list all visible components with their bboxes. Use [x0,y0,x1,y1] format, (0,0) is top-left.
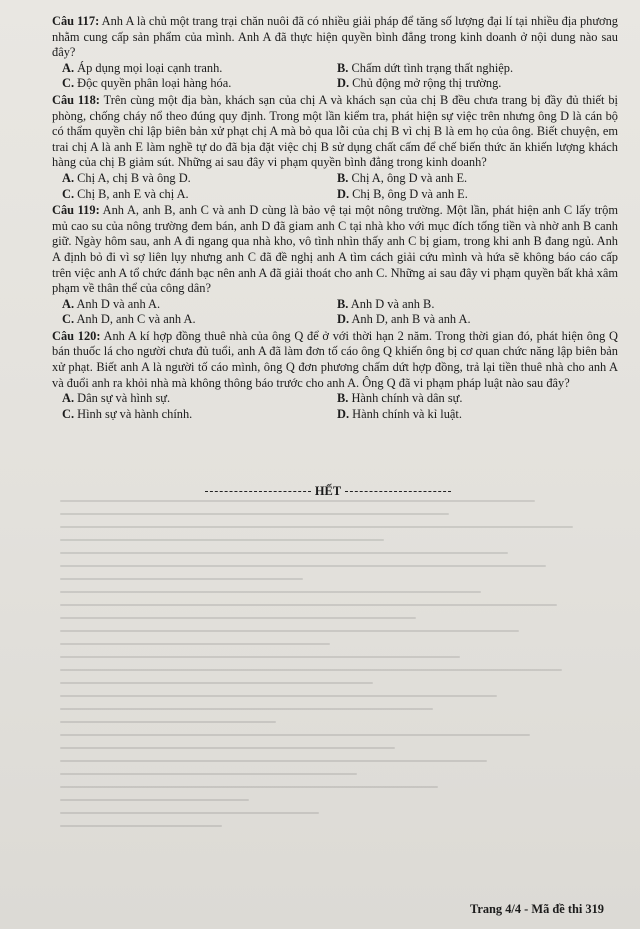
end-dash-left [205,491,311,492]
option-a[interactable]: A. Dân sự và hình sự. [62,391,171,406]
page-footer: Trang 4/4 - Mã đề thi 319 [470,902,604,916]
question-body: Anh A, anh B, anh C và anh D cùng là bảo vệ tại một nông trường. Một lần, phát hiện anh C lấy trộm mủ cao su của nông trường đem bán, anh D đã giam anh C tại nhà kho với mục đích tống tiền và nhờ anh B canh giữ. Ngày hôm sau, anh A đi ngang qua nhà kho, vô tình nhìn thấy anh C bị giam, trong khi anh B đang ngủ. Anh A định bỏ đi vì sợ liên lụy nhưng anh C đã đề nghị anh A tìm cách giải cứu mình và hứa sẽ không báo cáo cấp trên việc anh A tổ chức đánh bạc nên anh A đã giải thoát cho anh C. Những ai sau đây vi phạm quyền bất khả xâm phạm về thân thể của công dân? [52,203,618,296]
end-text: HẾT [314,484,342,498]
end-marker [205,484,451,499]
option-d[interactable]: D. Chị B, ông D và anh E. [337,186,468,201]
answer-options [52,61,618,92]
option-c[interactable]: C. Độc quyền phân loại hàng hóa. [62,76,232,91]
question-label: Câu 117: [52,14,100,28]
question-120 [52,329,618,423]
question-text [52,203,618,297]
end-dash-right [345,491,451,492]
question-body: Trên cùng một địa bàn, khách sạn của chị A và khách sạn của chị B đều chưa trang bị đầy đủ thiết bị phòng, chống cháy nổ theo đúng quy định. Trong một lần kiểm tra, phát hiện sự việc trên nhưng ông D là cán bộ có thẩm quyền chỉ lập biên bản xử phạt chị A mà bỏ qua lỗi của chị B vì chị B là em họ của ông. Biết chuyện, em trai chị A là anh E làm nghề tự do đã bịa đặt việc chị B sử dụng chất cấm để chế biến thức ăn khiến lượng khách hàng của chị B giảm sút. Những ai sau đây vi phạm quyền bình đẳng trong kinh doanh? [52,92,618,170]
option-d[interactable]: D. Anh D, anh B và anh A. [337,312,471,327]
question-119 [52,203,618,328]
answer-options [52,297,618,328]
question-label: Câu 118: [52,92,100,107]
question-label: Câu 119: [52,203,100,218]
question-118 [52,93,618,202]
option-a[interactable]: A. Chị A, chị B và ông D. [62,170,191,185]
question-text [52,14,618,61]
question-body: Anh A là chủ một trang trại chăn nuôi đã có nhiều giải pháp để tăng số lượng đại lí tại nhiều địa phương nhằm cung cấp sản phẩm của mình. Anh A đã thực hiện quyền bình đẳng trong kinh doanh ở nội dung nào sau đây? [52,14,618,60]
option-a[interactable]: A. Anh D và anh A. [62,296,161,311]
question-body: Anh A kí hợp đồng thuê nhà của ông Q để ở với thời hạn 2 năm. Trong thời gian đó, phát hiện ông Q bán thuốc lá cho người chưa đủ tuổi, anh A đã làm đơn tố cáo ông Q khiến ông bị cơ quan chức năng lập biên bản xử phạt. Biết anh A là người tố cáo mình, ông Q đơn phương chấm dứt hợp đồng, trả lại tiền thuê nhà cho anh A và đuổi anh ra khỏi nhà mà không thông báo trước cho anh A. Ông Q đã vi phạm pháp luật nào sau đây? [52,328,618,390]
option-c[interactable]: C. Hình sự và hành chính. [62,406,193,421]
option-b[interactable]: B. Chị A, ông D và anh E. [337,170,468,185]
answer-options [52,391,618,422]
answer-options [52,171,618,202]
option-d[interactable]: D. Hành chính và kỉ luật. [337,406,462,421]
question-label: Câu 120: [52,328,101,343]
option-d[interactable]: D. Chủ động mở rộng thị trường. [337,76,502,91]
question-text [52,93,618,171]
question-117 [52,14,618,92]
option-b[interactable]: B. Anh D và anh B. [337,296,435,311]
bleed-through-texture [60,500,600,890]
option-b[interactable]: B. Chấm dứt tình trạng thất nghiệp. [337,60,514,75]
option-b[interactable]: B. Hành chính và dân sự. [337,391,463,406]
option-a[interactable]: A. Áp dụng mọi loại cạnh tranh. [62,60,223,75]
option-c[interactable]: C. Chị B, anh E và chị A. [62,186,189,201]
question-text [52,329,618,391]
option-c[interactable]: C. Anh D, anh C và anh A. [62,312,196,327]
exam-content [52,14,618,423]
